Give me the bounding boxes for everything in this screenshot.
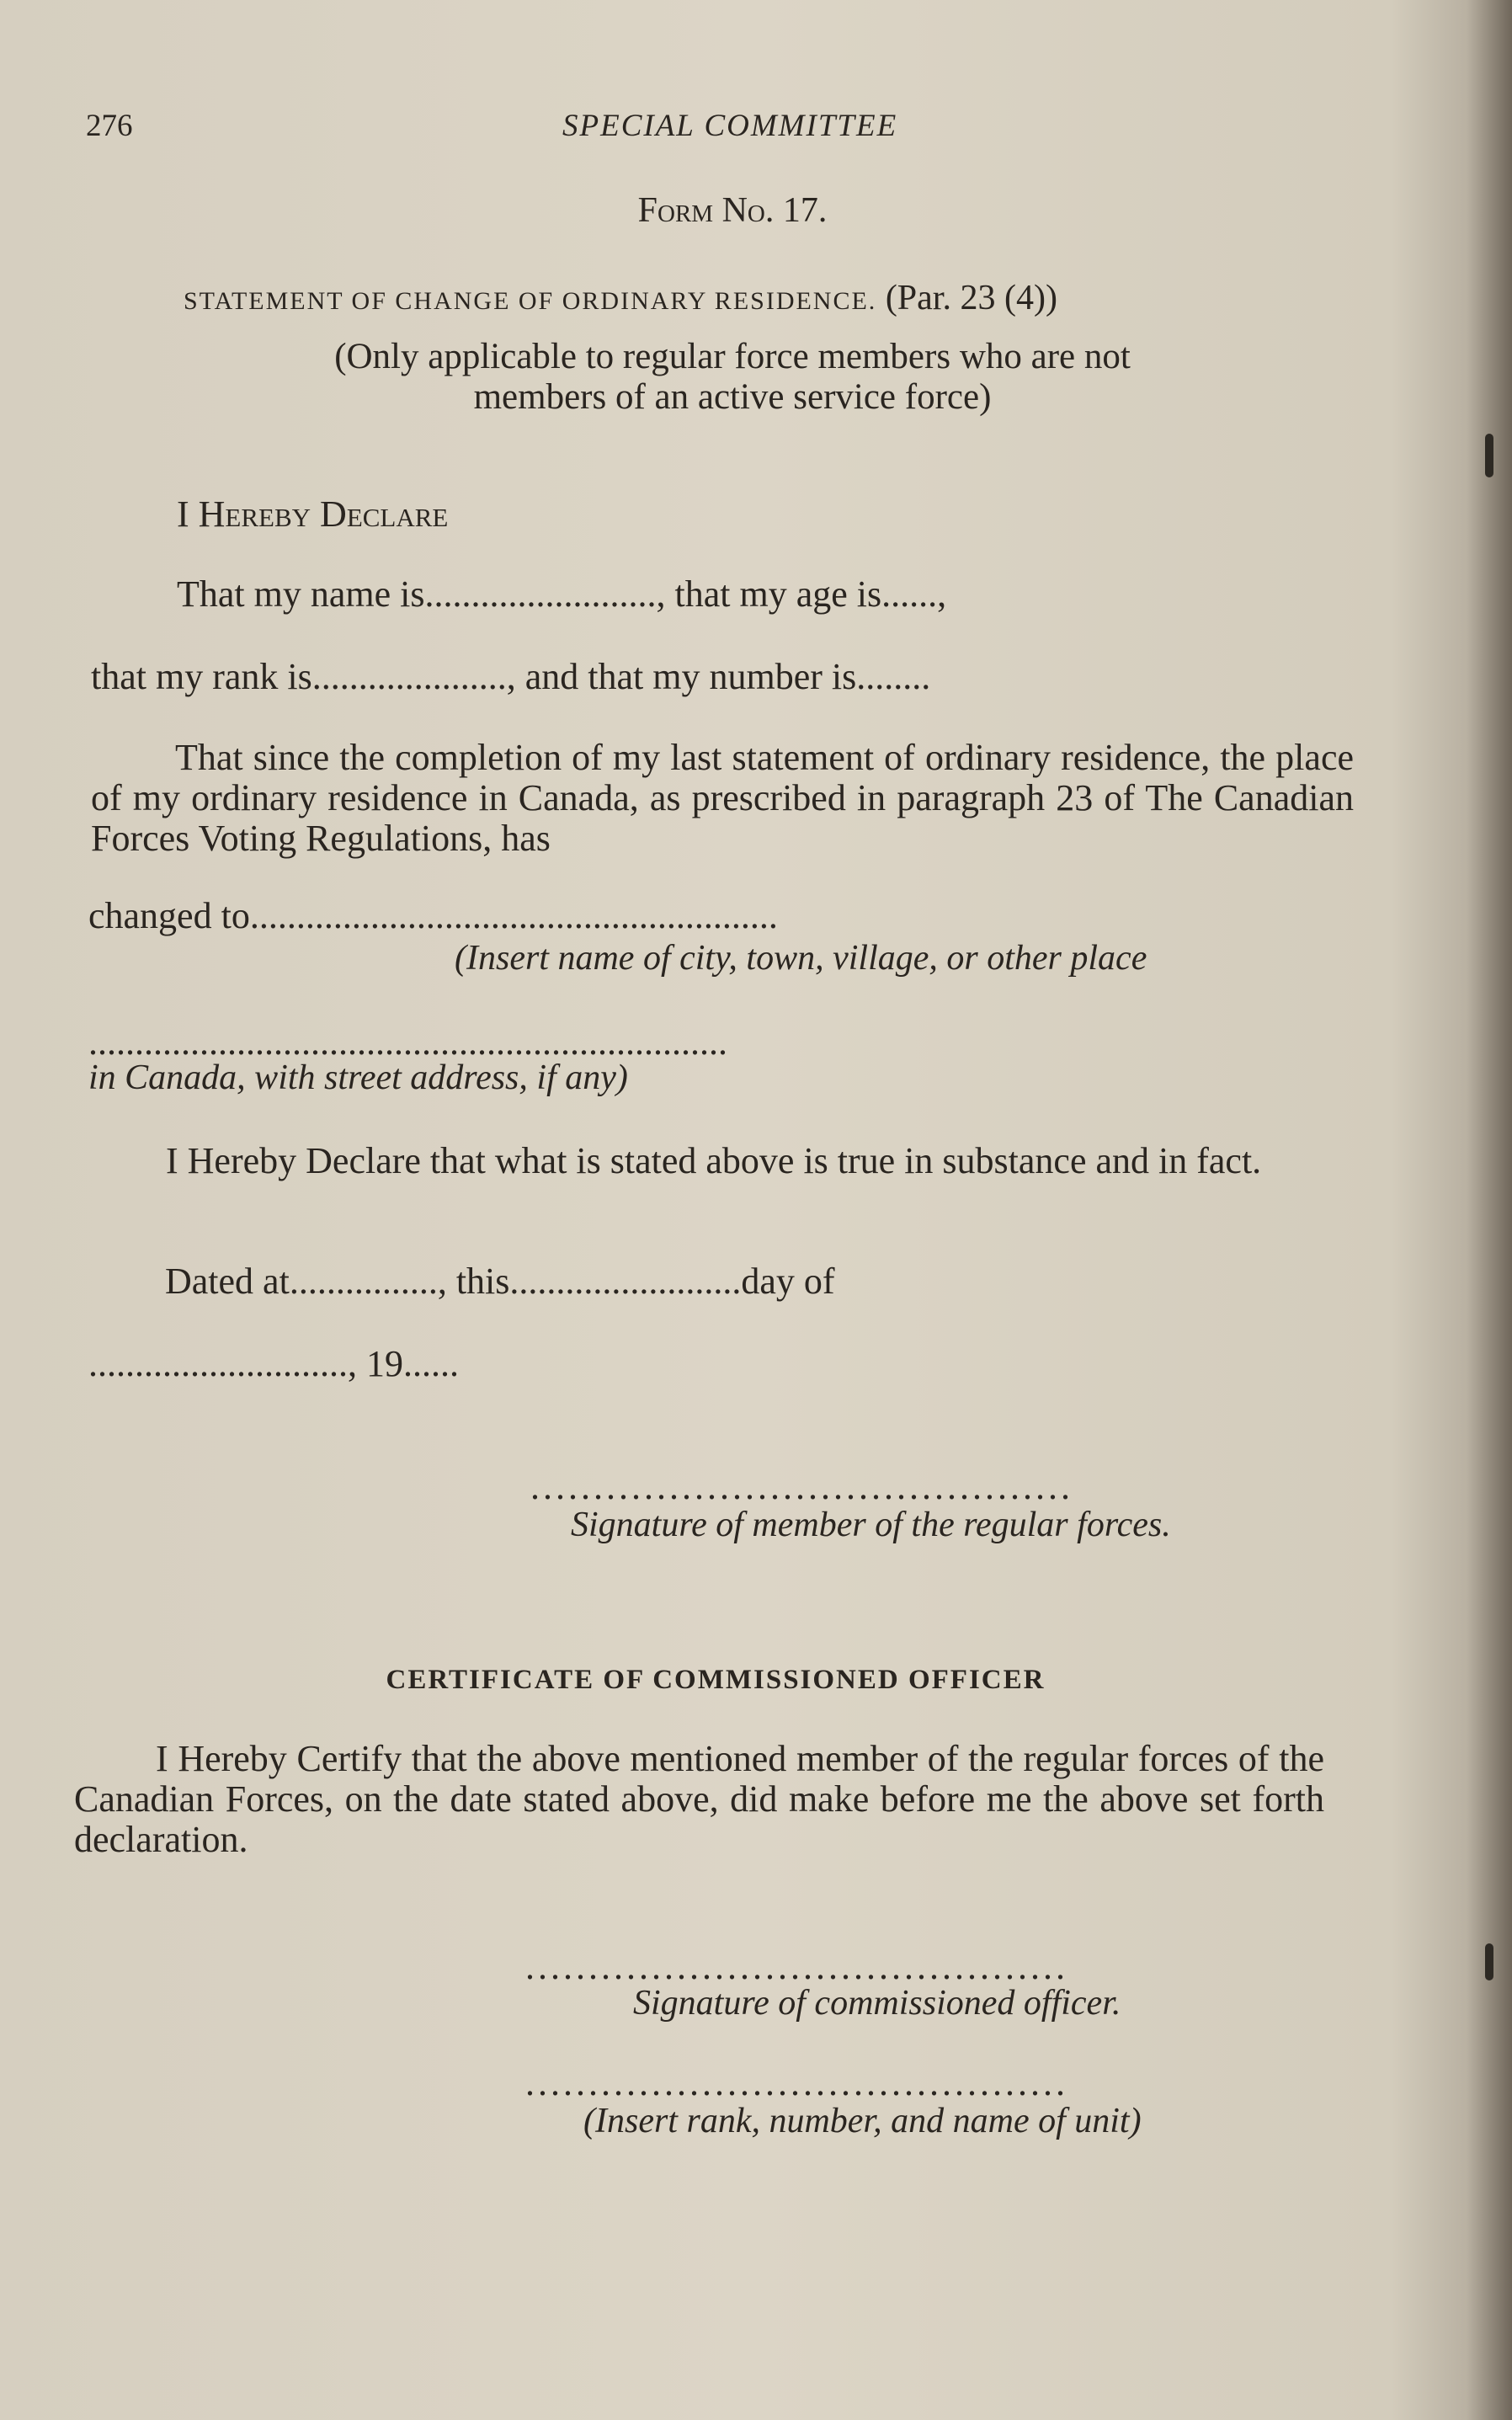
rank-unit-line: ........................................... <box>525 2062 1068 2103</box>
running-title: SPECIAL COMMITTEE <box>562 109 898 143</box>
name-age-line: That my name is........................., that my age is......, <box>177 573 947 615</box>
certificate-title: CERTIFICATE OF COMMISSIONED OFFICER <box>386 1665 1046 1695</box>
member-signature-caption: Signature of member of the regular forces. <box>571 1506 1171 1544</box>
insert-place-caption: (Insert name of city, town, village, or other place <box>455 939 1147 978</box>
address-dots: ..................................................................... <box>88 1021 727 1063</box>
year-line: ............................, 19...... <box>88 1343 459 1384</box>
declare-true-paragraph: I Hereby Declare that what is stated above is true in substance and in fact. <box>166 1140 1262 1181</box>
declare-heading: I Hereby Declare <box>177 493 449 535</box>
binding-mark-bottom <box>1485 1943 1493 1980</box>
officer-signature-line: ........................................... <box>525 1946 1068 1987</box>
binding-mark-top <box>1485 434 1493 477</box>
applicability-line-1: (Only applicable to regular force members who are not <box>334 337 1131 376</box>
statement-reference: (Par. 23 (4)) <box>885 279 1057 317</box>
applicability-note <box>0 337 1465 418</box>
certificate-text: I Hereby Certify that the above mentioned member of the regular forces of the Canadian Forces, on the date stated above, did make before me the above set forth declaration. <box>74 1738 1324 1860</box>
statement-title: STATEMENT OF CHANGE OF ORDINARY RESIDENCE. <box>184 287 877 315</box>
since-paragraph: That since the completion of my last statement of ordinary residence, the place of my ordinary residence in Canada, as prescribed in paragraph 23 of The Canadian Forces Voting Regulations, has <box>91 737 1354 859</box>
member-signature-line: ........................................... <box>530 1466 1073 1507</box>
dated-line: Dated at................, this.........................day of <box>165 1261 835 1302</box>
in-canada-caption: in Canada, with street address, if any) <box>88 1058 628 1097</box>
page-number: 276 <box>86 109 133 143</box>
statement-heading <box>184 278 1057 318</box>
officer-signature-caption: Signature of commissioned officer. <box>633 1984 1121 2023</box>
applicability-line-2: members of an active service force) <box>473 377 992 417</box>
form-number: Form No. 17. <box>637 191 828 230</box>
rank-number-line: that my rank is....................., and that my number is........ <box>91 656 931 697</box>
rank-unit-caption: (Insert rank, number, and name of unit) <box>583 2102 1142 2140</box>
changed-to-line: changed to......................................................... <box>88 895 778 936</box>
